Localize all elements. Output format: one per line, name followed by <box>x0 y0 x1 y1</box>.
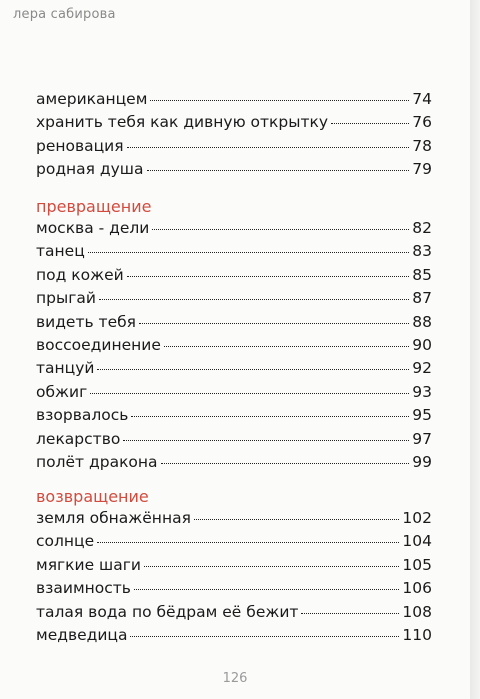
toc-entry-page: 83 <box>412 242 432 261</box>
toc-entry-page: 106 <box>402 579 432 598</box>
toc-entry[interactable] <box>36 554 432 577</box>
toc-entry-title: прыгай <box>36 289 96 308</box>
toc-entry-title: танцуй <box>36 359 95 378</box>
toc-leader-dots <box>127 276 410 277</box>
toc-entry-title: талая вода по бёдрам её бежит <box>36 602 299 621</box>
toc-entry-page: 95 <box>412 406 432 425</box>
toc-entry-page: 97 <box>412 429 432 448</box>
page-edge <box>470 0 480 699</box>
toc-leader-dots <box>99 299 409 300</box>
toc-entry[interactable] <box>36 240 432 263</box>
toc-entry[interactable] <box>36 88 432 111</box>
toc-entry-title: солнце <box>36 532 95 551</box>
toc-leader-dots <box>147 170 410 171</box>
toc-entry-title: взорвалось <box>36 406 129 425</box>
toc-leader-dots <box>97 369 409 370</box>
toc-entry[interactable] <box>36 601 432 624</box>
toc-section-continued <box>36 88 432 182</box>
toc-entry-title: медведица <box>36 625 128 644</box>
toc-entry-title: мягкие шаги <box>36 555 141 574</box>
toc-entry-title: обжиг <box>36 382 88 401</box>
section-heading: возвращение <box>36 487 149 506</box>
toc-entry-page: 92 <box>412 359 432 378</box>
toc-entry[interactable] <box>36 334 432 357</box>
section-heading: превращение <box>36 197 152 216</box>
toc-leader-dots <box>194 519 400 520</box>
toc-entry-title: видеть тебя <box>36 312 137 331</box>
toc-entry-page: 76 <box>412 113 432 132</box>
toc-entry-page: 79 <box>412 160 432 179</box>
toc-leader-dots <box>88 252 410 253</box>
toc-entry-page: 78 <box>412 136 432 155</box>
toc-entry-title: хранить тебя как дивную открытку <box>36 113 329 132</box>
toc-entry-page: 90 <box>412 335 432 354</box>
toc-entry-page: 105 <box>402 555 432 574</box>
toc-entry[interactable] <box>36 577 432 600</box>
toc-entry-title: родная душа <box>36 160 144 179</box>
toc-leader-dots <box>127 147 410 148</box>
toc-section-transformation <box>36 197 432 474</box>
running-head: лера сабирова <box>13 7 116 22</box>
toc-entry[interactable] <box>36 111 432 134</box>
page-number: 126 <box>222 671 248 686</box>
toc-entry-page: 85 <box>412 265 432 284</box>
toc-entry-title: москва - дели <box>36 219 150 237</box>
toc-entry[interactable] <box>36 530 432 553</box>
toc-entry[interactable] <box>36 507 432 530</box>
toc-entry-page: 88 <box>412 312 432 331</box>
toc-leader-dots <box>161 463 410 464</box>
toc-entry-title: под кожей <box>36 265 124 284</box>
toc-entry-page: 110 <box>402 625 432 644</box>
toc-entry-page: 74 <box>412 90 432 108</box>
toc-entry-page: 102 <box>402 509 432 527</box>
toc-entry[interactable] <box>36 158 432 181</box>
toc-entry-title: лекарство <box>36 429 121 448</box>
toc-section-return <box>36 487 432 647</box>
toc-entry[interactable] <box>36 624 432 647</box>
toc-entry-title: реновация <box>36 136 124 155</box>
toc-entry-page: 87 <box>412 289 432 308</box>
toc-leader-dots <box>90 393 409 394</box>
toc-leader-dots <box>144 566 399 567</box>
toc-entry[interactable] <box>36 217 432 240</box>
toc-entry[interactable] <box>36 451 432 474</box>
toc-entry[interactable] <box>36 428 432 451</box>
toc-entry-page: 82 <box>412 219 432 237</box>
toc-leader-dots <box>131 416 409 417</box>
toc-entry[interactable] <box>36 287 432 310</box>
toc-leader-dots <box>139 323 409 324</box>
toc-entry-page: 99 <box>412 452 432 471</box>
toc-entry[interactable] <box>36 404 432 427</box>
toc-entry-title: американцем <box>36 90 148 108</box>
toc-entry[interactable] <box>36 381 432 404</box>
toc-leader-dots <box>164 346 409 347</box>
toc-entry-title: полёт дракона <box>36 452 158 471</box>
toc-entry[interactable] <box>36 264 432 287</box>
toc-entry-page: 104 <box>402 532 432 551</box>
toc-entry-title: земля обнажённая <box>36 509 191 527</box>
toc-leader-dots <box>123 440 409 441</box>
toc-leader-dots <box>150 100 409 101</box>
toc-leader-dots <box>134 589 399 590</box>
toc-entry-title: танец <box>36 242 85 261</box>
toc-leader-dots <box>301 613 399 614</box>
toc-leader-dots <box>130 636 399 637</box>
toc-entry[interactable] <box>36 311 432 334</box>
toc-entry-title: воссоединение <box>36 335 161 354</box>
toc-entry-page: 108 <box>402 602 432 621</box>
toc-entry[interactable] <box>36 357 432 380</box>
toc-entry-page: 93 <box>412 382 432 401</box>
toc-leader-dots <box>97 542 399 543</box>
toc-leader-dots <box>331 123 409 124</box>
toc-leader-dots <box>152 229 409 230</box>
toc-entry[interactable] <box>36 135 432 158</box>
toc-entry-title: взаимность <box>36 579 131 598</box>
